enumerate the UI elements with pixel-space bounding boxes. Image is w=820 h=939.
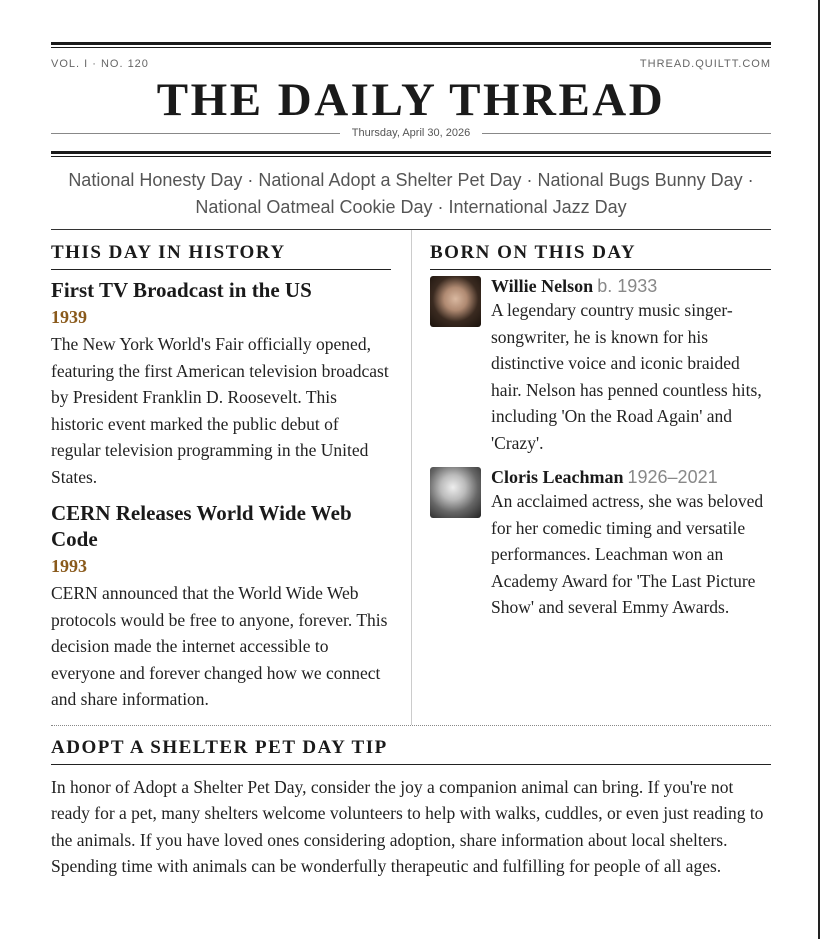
top-rule	[51, 42, 771, 45]
columns	[51, 230, 771, 725]
dateline-rule-left	[51, 133, 340, 134]
dateline	[51, 127, 771, 139]
masthead-meta	[51, 58, 771, 70]
date-label: Thursday, April 30, 2026	[351, 127, 471, 139]
volume-label: VOL. I · NO. 120	[51, 58, 149, 70]
tip-section	[51, 737, 771, 880]
bottom-rule-thin	[51, 156, 771, 157]
person-bio: An acclaimed actress, she was beloved for her comedic timing and versatile performances. Leachman won an Academy Award for 'The Last Picture Show' and several Emmy Awards.	[491, 491, 764, 617]
event-title: CERN Releases World Wide Web Code	[51, 501, 352, 551]
person-years: b. 1933	[597, 276, 658, 296]
avatar	[430, 467, 481, 518]
tip-heading: ADOPT A SHELTER PET DAY TIP	[51, 737, 771, 765]
person-entry	[430, 276, 771, 456]
history-event	[51, 277, 391, 490]
event-year: 1939	[51, 307, 87, 327]
event-title: First TV Broadcast in the US	[51, 278, 312, 302]
dotted-divider	[51, 725, 771, 726]
person-name: Cloris Leachman	[491, 467, 624, 487]
dateline-rule-right	[482, 133, 771, 134]
newspaper-title: THE DAILY THREAD	[156, 74, 666, 126]
person-entry	[430, 467, 771, 621]
born-column	[412, 230, 771, 725]
history-event	[51, 500, 391, 713]
person-bio: A legendary country music singer-songwriter, he is known for his distinctive voice and iconic braided hair. Nelson has penned countless hits, including 'On the Road Again' and 'Crazy'.	[491, 300, 762, 453]
event-text: The New York World's Fair officially opened, featuring the first American television broadcast by President Franklin D. Roosevelt. This historic event marked the public debut of regular television programming in the United States.	[51, 334, 389, 487]
site-label: THREAD.QUILTT.COM	[639, 58, 771, 70]
avatar	[430, 276, 481, 327]
bottom-rule	[51, 151, 771, 154]
top-rule-thin	[51, 47, 771, 48]
born-heading: BORN ON THIS DAY	[430, 242, 771, 270]
person-name: Willie Nelson	[491, 276, 594, 296]
tip-text: In honor of Adopt a Shelter Pet Day, consider the joy a companion animal can bring. If you're not ready for a pet, many shelters welcome volunteers to help with walks, cuddles, or even just reading to the animals. If you have loved ones considering adoption, share information about local shelters. Spending time with animals can be wonderfully therapeutic and fulfilling for people of all ages.	[51, 776, 764, 876]
history-column	[51, 230, 412, 725]
person-years: 1926–2021	[627, 467, 718, 487]
event-text: CERN announced that the World Wide Web protocols would be free to anyone, forever. This decision made the internet accessible to everyone and forever changed how we connect and share information.	[51, 583, 388, 709]
masthead	[51, 42, 771, 157]
holidays-list: National Honesty Day · National Adopt a Shelter Pet Day · National Bugs Bunny Day · National Oatmeal Cookie Day · International Jazz Day	[68, 170, 754, 217]
history-heading: THIS DAY IN HISTORY	[51, 242, 391, 270]
newspaper-page	[51, 42, 771, 880]
event-year: 1993	[51, 556, 87, 576]
